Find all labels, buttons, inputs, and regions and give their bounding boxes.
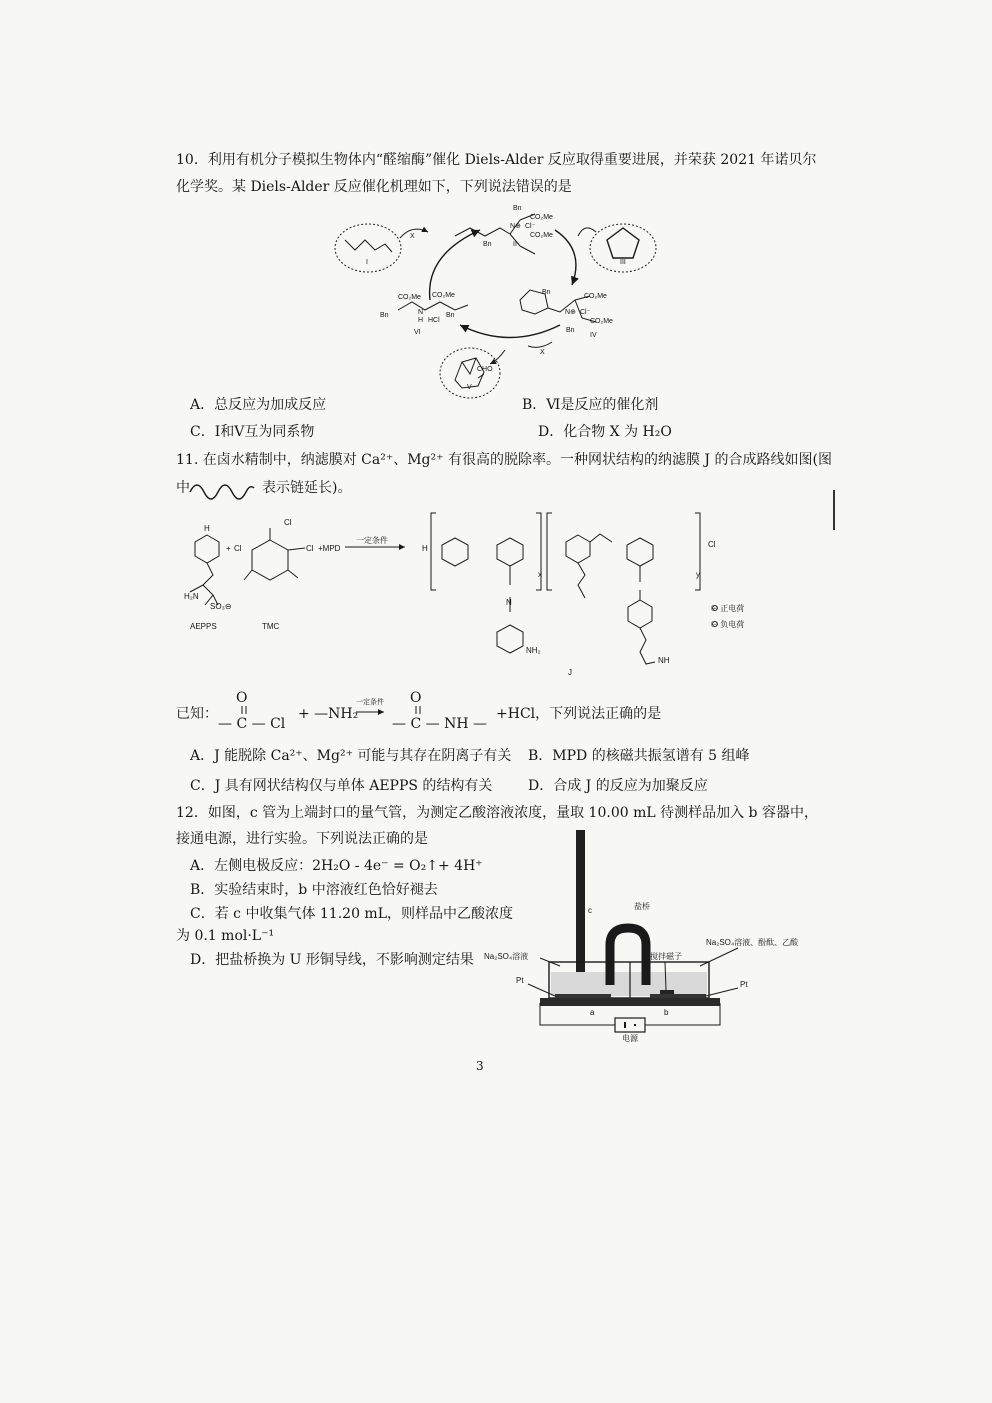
q11-option-D: D．合成 J 的反应为加聚反应 (528, 778, 708, 794)
VI-H: H (418, 317, 424, 324)
label-II: II (513, 241, 517, 248)
q11-option-C: C．J 具有网状结构仅与单体 AEPPS 的结构有关 (190, 778, 493, 794)
q11-known-prefix: 已知： (176, 706, 218, 722)
label-V: V (467, 384, 472, 391)
q10-option-D: D．化合物 X 为 H₂O (538, 424, 672, 440)
VI-HCl: HCl (428, 317, 440, 324)
legend-negative: ⊖ 负电荷 (710, 620, 745, 629)
label-VI: VI (414, 329, 421, 336)
q11-known-acyl-chloride: — C — Cl (218, 716, 286, 732)
q12-line2: 接通电源，进行实验。下列说法正确的是 (176, 831, 428, 847)
TMC-Cl-right: Cl (306, 544, 314, 553)
q10-line2: 化学奖。某 Diels-Alder 反应催化机理如下，下列说法错误的是 (176, 179, 572, 195)
AEPPS-H2N: H₂N (184, 592, 199, 601)
q12-line1: 12．如图，c 管为上端封口的量气管，为测定乙酸溶液浓度，量取 10.00 mL 待测样品加入 b 容器中， (176, 805, 818, 821)
q11-known-O1: O (236, 690, 248, 706)
scan-margin-mark (833, 490, 835, 530)
TMC-Cl-left: Cl (234, 544, 242, 553)
VI-CO2Me-right: CO₂Me (432, 292, 455, 299)
q10-option-B: B．Ⅵ是反应的催化剂 (522, 397, 659, 413)
scheme-plus-MPD: +MPD (318, 544, 341, 553)
q12-option-A: A．左侧电极反应：2H₂O - 4e⁻ = O₂↑+ 4H⁺ (190, 858, 483, 874)
q11-line2-prefix: 中 (176, 480, 190, 496)
J-N: N (506, 598, 512, 607)
VI-N: N (418, 309, 424, 316)
IV-N: N⊕ (565, 309, 576, 316)
IV-CO2Me-bottom: CO₂Me (590, 318, 613, 325)
J-H-end: H (422, 544, 428, 553)
label-AEPPS: AEPPS (190, 622, 217, 631)
q12-option-D: D．把盐桥换为 U 形铜导线，不影响测定结果 (190, 952, 474, 968)
q11-option-B: B．MPD 的核磁共振氢谱有 5 组峰 (528, 748, 750, 764)
label-right-solution: Na₂SO₄溶液、酚酞、乙酸 (706, 938, 799, 947)
AEPPS-H: H (204, 524, 210, 533)
II-N: N⊕ (510, 223, 521, 230)
label-III: III (620, 259, 626, 266)
label-salt-bridge: 盐桥 (634, 902, 650, 911)
scheme-plus: + (226, 544, 231, 553)
label-X1: X (410, 233, 415, 240)
q11-known-condition: 一定条件 (356, 699, 384, 706)
II-Cl: Cl⁻ (525, 223, 536, 230)
label-IV: IV (590, 332, 597, 339)
J-x: x (538, 570, 542, 579)
q11-option-A: A．J 能脱除 Ca²⁺、Mg²⁺ 可能与其存在阴离子有关 (190, 748, 512, 764)
label-CHO: CHO (477, 366, 493, 373)
q10-option-C: C．Ⅰ和Ⅴ互为同系物 (190, 424, 315, 440)
VI-Bn-right: Bn (446, 312, 455, 319)
label-left-solution: Na₂SO₄溶液 (484, 952, 529, 961)
AEPPS-SO3: SO₃⊖ (210, 602, 232, 611)
q10-line1: 10．利用有机分子模拟生物体内“醛缩酶”催化 Diels-Alder 反应取得重要进展，并荣获 2021 年诺贝尔 (176, 152, 817, 168)
label-I: I (366, 259, 368, 266)
label-c: c (588, 906, 592, 915)
II-Bn-bottom: Bn (483, 241, 492, 248)
II-CO2Me-top: CO₂Me (530, 214, 553, 221)
II-CO2Me-bottom: CO₂Me (530, 232, 553, 239)
VI-Bn-left: Bn (380, 312, 389, 319)
label-TMC: TMC (262, 622, 280, 631)
label-X2: X (540, 349, 545, 356)
IV-CO2Me-top: CO₂Me (584, 293, 607, 300)
J-Cl-end: Cl (708, 540, 716, 549)
q11-known-amine: + —NH₂ (298, 706, 359, 722)
label-J: J (568, 668, 572, 677)
VI-CO2Me-left: CO₂Me (398, 294, 421, 301)
scheme-condition: 一定条件 (356, 536, 388, 545)
label-Pt-right: Pt (740, 980, 748, 989)
label-a: a (590, 1008, 595, 1017)
label-b: b (664, 1008, 669, 1017)
J-NH2: NH₂ (526, 646, 541, 655)
J-NH: NH (658, 656, 670, 665)
q11-known-suffix: +HCl，下列说法正确的是 (496, 706, 662, 722)
IV-Bn-bottom: Bn (566, 327, 575, 334)
page-number: 3 (476, 1059, 484, 1073)
IV-Cl: Cl⁻ (580, 309, 591, 316)
IV-Bn: Bn (542, 289, 551, 296)
label-Pt-left: Pt (516, 976, 524, 985)
q12-option-B: B．实验结束时，b 中溶液红色恰好褪去 (190, 882, 438, 898)
q12-option-C-line1: C．若 c 中收集气体 11.20 mL，则样品中乙酸浓度 (190, 906, 514, 922)
q11-known-O2: O (410, 690, 422, 706)
label-stirrer: 搅拌磁子 (650, 952, 682, 961)
II-Bn-top: Bn (513, 205, 522, 212)
TMC-Cl-top: Cl (284, 518, 292, 527)
q11-known-amide: — C — NH — (392, 716, 487, 732)
label-power-supply: 电源 (622, 1034, 638, 1043)
q11-line2-suffix: 表示链延长)。 (262, 480, 352, 496)
q12-option-C-line2: 为 0.1 mol·L⁻¹ (176, 928, 275, 944)
legend-positive: ⊕ 正电荷 (710, 604, 745, 613)
q10-option-A: A．总反应为加成反应 (190, 397, 327, 413)
q11-line1: 11. 在卤水精制中，纳滤膜对 Ca²⁺、Mg²⁺ 有很高的脱除率。一种网状结构的纳滤膜 J 的合成路线如图(图 (176, 452, 832, 468)
J-y: y (696, 570, 700, 579)
